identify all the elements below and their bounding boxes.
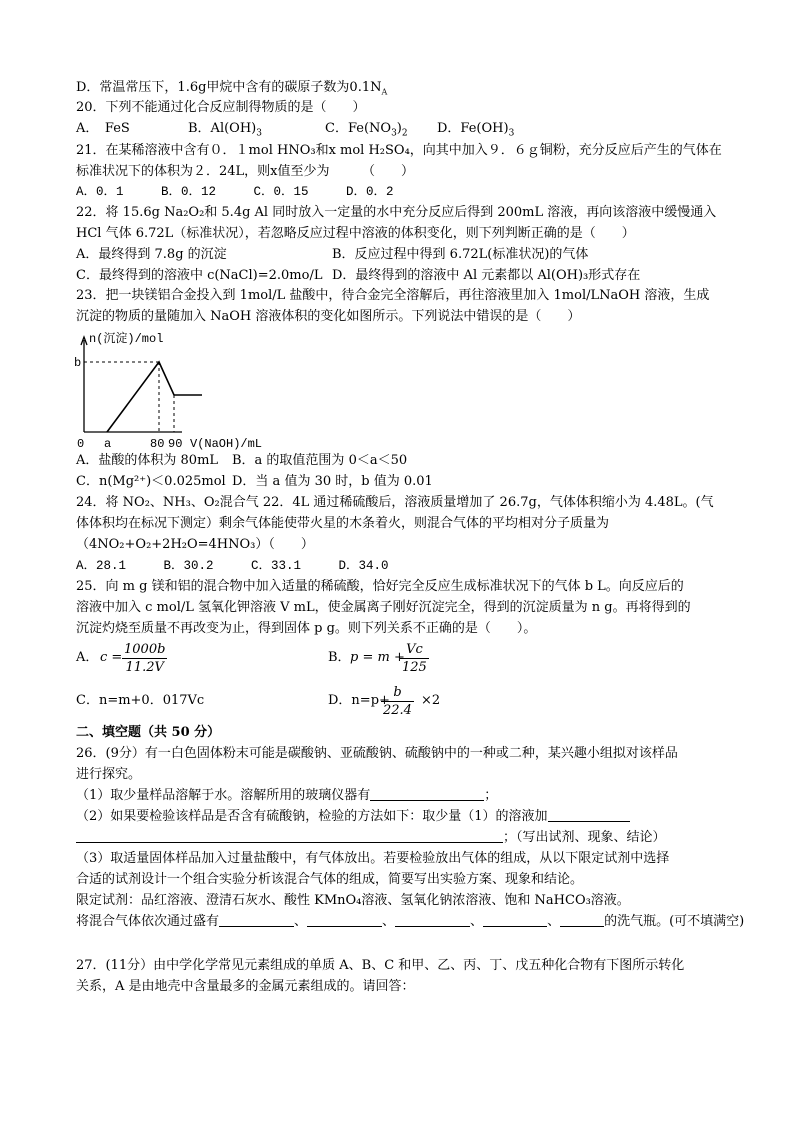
q26-stem-1: 26．(9分）有一白色固体粉末可能是碳酸钠、亚硫酸钠、硫酸钠中的一种或二种，某兴趣小组拟对该样品 <box>76 746 678 761</box>
q24-stem-2: 体体积均在标况下测定）剩余气体能使带火星的木条着火，则混合气体的平均相对分子质量为 <box>76 516 610 531</box>
q23-options-cd: C．n(Mg²⁺)＜0.025mol D．当 a 值为 30 时，b 值为 0.01 <box>76 474 433 489</box>
answer-blank[interactable] <box>395 912 470 927</box>
q25-options-cd: C．n=m+0．017Vc D．n=p+ $\frac{b}{22.4}$ ×2 <box>76 685 441 718</box>
q23-precipitate-chart <box>72 328 292 450</box>
answer-blank[interactable] <box>483 912 547 927</box>
q26-reagents: 限定试剂：品红溶液、澄清石灰水、酸性 KMnO₄溶液、氢氧化钠浓溶液、饱和 NaHCO₃溶液。 <box>76 893 630 908</box>
x-axis-label: V(NaOH)/mL <box>190 437 263 450</box>
x-tick-80: 80 <box>150 437 165 450</box>
q21-stem-2: 标准状况下的体积为２．24L，则x值至少为 （ ） <box>76 164 415 179</box>
q20-options: A． FeS B．$Al(OH)_3$ C．$Fe(NO_3)_2$ D．$Fe(OH)_3$ <box>76 121 515 139</box>
answer-blank[interactable] <box>370 786 484 801</box>
y-axis-label: n(沉淀)/mol <box>89 332 164 346</box>
q22-stem-1: 22．将 15.6g Na₂O₂和 5.4g Al 同时放入一定量的水中充分反应后得到 200mL 溶液，再向该溶液中缓慢通入 <box>76 205 717 220</box>
q24-stem-3: （4NO₂+O₂+2H₂O=4HNO₃）（ ） <box>76 537 314 552</box>
q24-stem-1: 24．将 NO₂、NH₃、O₂混合气 22．4L 通过稀硫酸后，溶液质量增加了 26.7g，气体体积缩小为 4.48L。(气 <box>76 495 714 510</box>
q23-stem-1: 23．把一块镁铝合金投入到 1mol/L 盐酸中，待合金完全溶解后，再往溶液里加入 1mol/LNaOH 溶液，生成 <box>76 288 710 303</box>
q19-option-d: D．常温常压下，1.6g甲烷中含有的碳原子数为$0.1N_A$ <box>76 80 388 97</box>
q22-options-ab: A．最终得到 7.8g 的沉淀 B．反应过程中得到 6.72L(标准状况)的气体 <box>76 247 589 262</box>
q25-stem-3: 沉淀灼烧至质量不再改变为止，得到固体 p g。则下列关系不正确的是（ ）。 <box>76 621 537 636</box>
precipitate-line <box>107 362 202 432</box>
x-tick-a: a <box>104 437 112 450</box>
answer-blank[interactable] <box>548 807 630 822</box>
q21-stem-1: 21．在某稀溶液中含有０．１mol HNO₃和x mol H₂SO₄，向其中加入９．６ｇ铜粉，充分反应后产生的气体在 <box>76 143 722 158</box>
q26-part3-1: （3）取适量固体样品加入过量盐酸中，有气体放出。若要检验放出气体的组成，从以下限定试剂中选择 <box>76 851 670 866</box>
q26-part1: （1）取少量样品溶解于水。溶解所用的玻璃仪器有 ； <box>76 788 498 803</box>
q25-stem-2: 溶液中加入 c mol/L 氢氧化钾溶液 V mL，使金属离子刚好沉淀完全，得到的沉淀质量为 n g。再将得到的 <box>76 600 691 615</box>
q23-stem-2: 沉淀的物质的量随加入 NaOH 溶液体积的变化如图所示。下列说法中错误的是（ ） <box>76 309 581 324</box>
q27-stem-2: 关系，A 是由地壳中含量最多的金属元素组成的。请回答： <box>76 979 415 994</box>
x-tick-90: 90 <box>168 437 183 450</box>
q23-options-ab: A．盐酸的体积为 80mL B．a 的取值范围为 0＜a＜50 <box>76 453 408 468</box>
q24-options: A．28.1 B．30.2 C．33.1 D．34.0 <box>76 559 389 573</box>
q20-stem: 20．下列不能通过化合反应制得物质的是（ ） <box>76 100 366 115</box>
q26-part2: （2）如果要检验该样品是否含有硫酸钠，检验的方法如下：取少量（1）的溶液加 <box>76 807 630 827</box>
answer-blank[interactable] <box>219 912 294 927</box>
q26-part2-cont: ；（写出试剂、现象、结论） <box>76 828 666 848</box>
q27-stem-1: 27．(11分）由中学化学常见元素组成的单质 A、B、C 和甲、乙、丙、丁、戊五种化合物有下图所示转化 <box>76 958 685 973</box>
y-tick-b: b <box>74 356 82 370</box>
section-2-heading: 二、填空题（共 50 分） <box>76 725 221 740</box>
q21-options: A．0．1 B．0．12 C．0．15 D．0．2 <box>76 185 394 199</box>
answer-blank[interactable] <box>307 912 382 927</box>
q22-stem-2: HCl 气体 6.72L（标准状况），若忽略反应过程中溶液的体积变化，则下列判断正确的是（ ） <box>76 226 635 241</box>
q25-stem-1: 25．向 m g 镁和铝的混合物中加入适量的稀硫酸，恰好完全反应生成标准状况下的气体 b L。向反应后的 <box>76 579 684 594</box>
q25-options-ab: A． c = $\frac{1000b}{11.2V}$ B． p = m + $\frac{Vc}{125}$ <box>76 642 427 675</box>
answer-blank[interactable] <box>560 912 604 927</box>
q26-part3-answer: 将混合气体依次通过盛有 、 、 、 、 的洗气瓶。(可不填满空) <box>76 914 745 929</box>
q26-stem-2: 进行探究。 <box>76 767 142 782</box>
x-tick-0: 0 <box>77 437 85 450</box>
answer-blank[interactable] <box>76 828 503 843</box>
q22-options-cd: C．最终得到的溶液中 c(NaCl)=2.0mo/L D．最终得到的溶液中 Al 元素都以 Al(OH)₃形式存在 <box>76 268 641 283</box>
q26-part3-2: 合适的试剂设计一个组合实验分析该混合气体的组成，简要写出实验方案、现象和结论。 <box>76 872 584 887</box>
